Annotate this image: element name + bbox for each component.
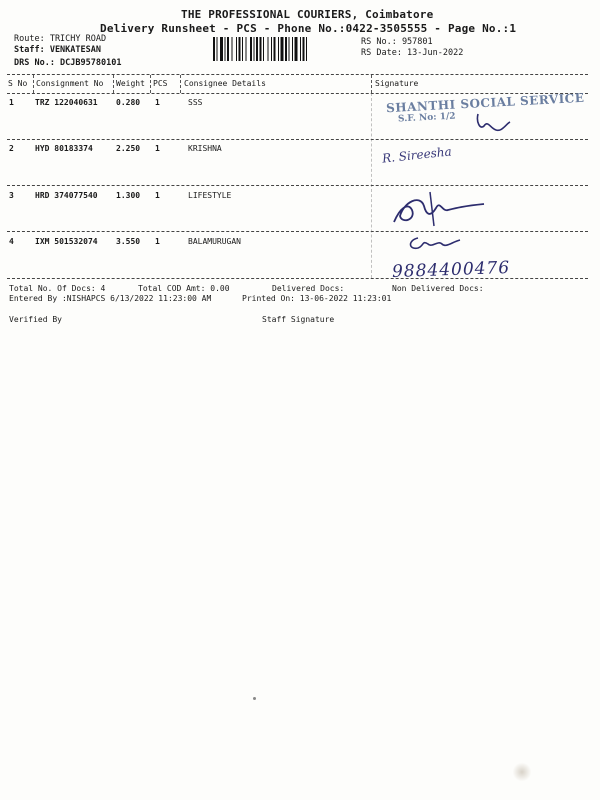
col-sep [33,75,34,93]
row-sno: 3 [9,191,14,200]
col-header-weight: Weight [116,79,145,88]
row-consignment: HRD 374077540 [35,191,98,200]
row-weight: 1.300 [116,191,141,200]
verified-by: Verified By [9,315,62,324]
row-sno: 2 [9,144,14,153]
company-title: THE PROFESSIONAL COURIERS, Coimbatore [181,8,434,21]
row-consignment: HYD 80183374 [35,144,93,153]
rs-number: RS No.: 957801 [361,37,433,47]
col-header-signature: Signature [375,79,419,88]
row-pcs: 1 [155,98,160,107]
row-consignee: KRISHNA [188,144,222,153]
col-header-pcs: PCS [153,79,168,88]
scan-speck [253,697,256,700]
handwritten-phone: 9884400476 [391,257,511,283]
stamp-line-2: S.F. No: 1/2 [397,111,456,125]
rs-date: RS Date: 13-Jun-2022 [361,48,464,58]
table-top-rule [7,74,588,75]
scan-smudge [513,762,531,782]
row-sno: 4 [9,237,14,246]
staff-label: Staff: VENKATESAN [14,45,101,55]
total-docs: Total No. Of Docs: 4 [9,284,106,293]
signature-row3-icon [390,188,490,228]
row-rule [7,231,588,232]
col-sep [113,75,114,93]
row-rule [7,139,588,140]
signature-row2: R. Sireesha [381,144,453,166]
col-header-sno: S No [8,79,28,88]
row-pcs: 1 [155,191,160,200]
staff-signature: Staff Signature [262,315,335,324]
row-consignment: IXM 501532074 [35,237,98,246]
barcode-image [213,37,347,61]
row-pcs: 1 [155,237,160,246]
col-sep [371,75,372,93]
printed-on: Printed On: 13-06-2022 11:23:01 [242,294,392,303]
row-sno: 1 [9,98,14,107]
row-consignee: LIFESTYLE [188,191,232,200]
row-weight: 2.250 [116,144,141,153]
signature-row4-icon [404,234,464,256]
row-pcs: 1 [155,144,160,153]
delivered-docs: Delivered Docs: [272,284,345,293]
route-label: Route: TRICHY ROAD [14,34,107,44]
row-weight: 3.550 [116,237,141,246]
col-header-consignment: Consignment No [36,79,104,88]
header-bottom-rule [7,93,588,94]
row-consignment: TRZ 122040631 [35,98,98,107]
signature-col-sep [371,93,372,278]
row-consignee: BALAMURUGAN [188,237,241,246]
col-sep [180,75,181,93]
drs-number: DRS No.: DCJB95780101 [14,58,122,68]
total-cod: Total COD Amt: 0.00 [138,284,230,293]
col-sep [150,75,151,93]
row-consignee: SSS [188,98,203,107]
row-weight: 0.280 [116,98,141,107]
col-header-consignee: Consignee Details [184,79,266,88]
entered-by: Entered By :NISHAPCS 6/13/2022 11:23:00 AM [9,294,212,303]
row-rule [7,185,588,186]
signature-row1-icon [470,108,520,138]
non-delivered-docs: Non Delivered Docs: [392,284,484,293]
stamp-line-1: SHANTHI SOCIAL SERVICE [385,90,585,116]
runsheet-subtitle: Delivery Runsheet - PCS - Phone No.:0422-3505555 - Page No.:1 [100,22,517,35]
